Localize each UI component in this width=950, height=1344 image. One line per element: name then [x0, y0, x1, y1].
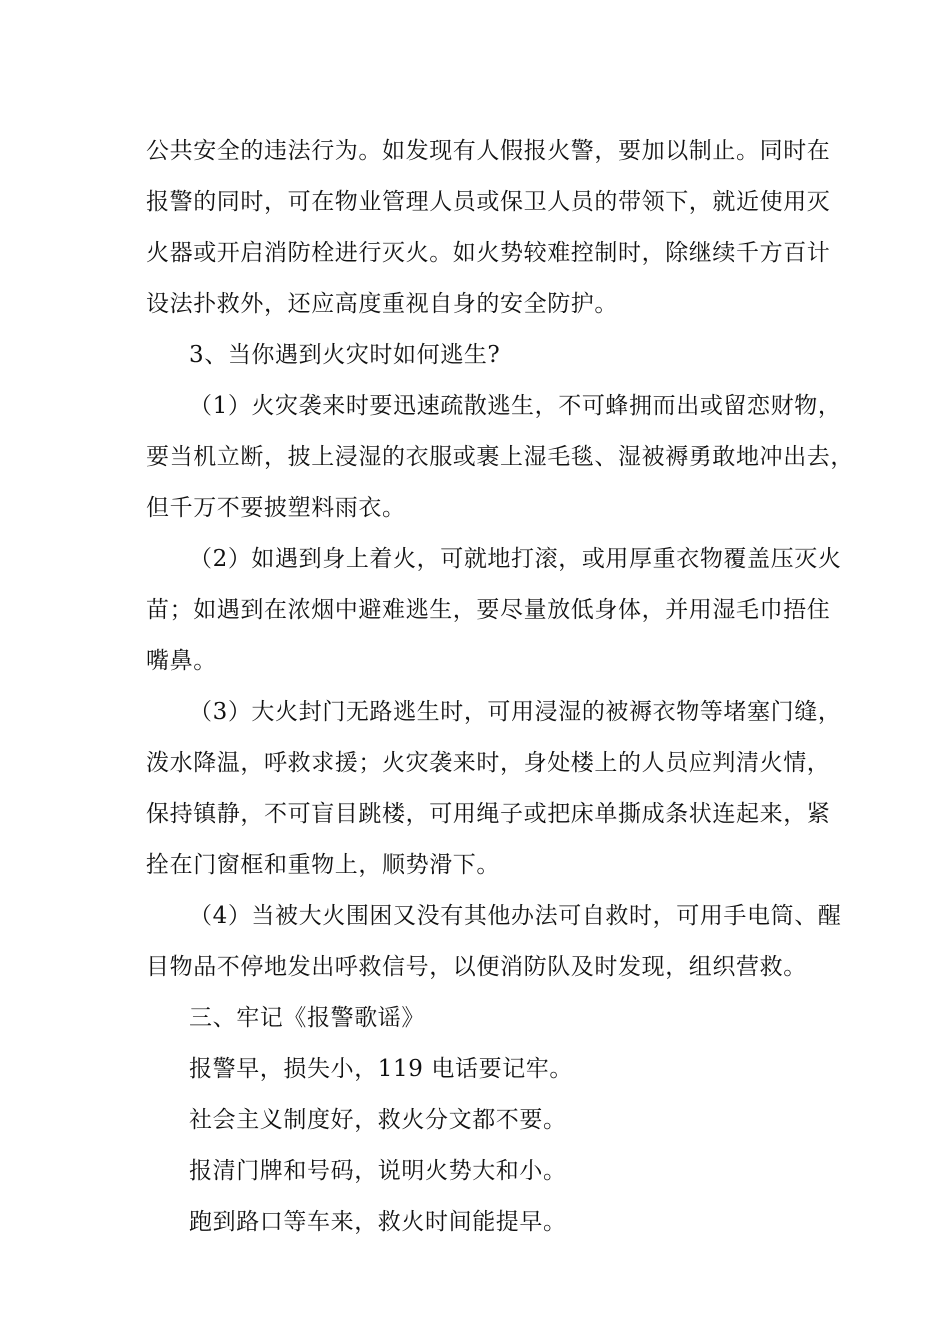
paragraph-line: 公共安全的违法行为。如发现有人假报火警，要加以制止。同时在 — [146, 138, 831, 164]
paragraph-line: （2）如遇到身上着火，可就地打滚，或用厚重衣物覆盖压灭火 — [189, 546, 842, 572]
paragraph-line: 火器或开启消防栓进行灭火。如火势较难控制时，除继续千方百计 — [146, 240, 831, 266]
section-heading: 三、牢记《报警歌谣》 — [189, 1005, 425, 1031]
paragraph-line: （4）当被大火围困又没有其他办法可自救时，可用手电筒、醒 — [189, 903, 842, 929]
paragraph-line: 但千万不要披塑料雨衣。 — [146, 495, 406, 521]
paragraph-line: 目物品不停地发出呼救信号，以便消防队及时发现，组织营救。 — [146, 954, 807, 980]
paragraph-line: 要当机立断，披上浸湿的衣服或裹上湿毛毯、湿被褥勇敢地冲出去， — [146, 444, 854, 470]
paragraph-line: 报警的同时，可在物业管理人员或保卫人员的带领下，就近使用灭 — [146, 189, 831, 215]
verse-line: 社会主义制度好，救火分文都不要。 — [189, 1107, 567, 1133]
paragraph-line: 设法扑救外，还应高度重视自身的安全防护。 — [146, 291, 618, 317]
paragraph-line: 拴在门窗框和重物上，顺势滑下。 — [146, 852, 500, 878]
verse-line: 报警早，损失小，119 电话要记牢。 — [189, 1056, 574, 1082]
verse-line: 报清门牌和号码，说明火势大和小。 — [189, 1158, 567, 1184]
paragraph-line: 嘴鼻。 — [146, 648, 217, 674]
paragraph-line: 苗；如遇到在浓烟中避难逃生，要尽量放低身体，并用湿毛巾捂住 — [146, 597, 831, 623]
section-heading: 3、当你遇到火灾时如何逃生? — [189, 342, 501, 368]
paragraph-line: 保持镇静，不可盲目跳楼，可用绳子或把床单撕成条状连起来，紧 — [146, 801, 831, 827]
paragraph-line: （1）火灾袭来时要迅速疏散逃生，不可蜂拥而出或留恋财物， — [189, 393, 842, 419]
paragraph-line: 泼水降温，呼救求援；火灾袭来时，身处楼上的人员应判清火情， — [146, 750, 831, 776]
paragraph-line: （3）大火封门无路逃生时，可用浸湿的被褥衣物等堵塞门缝， — [189, 699, 842, 725]
verse-line: 跑到路口等车来，救火时间能提早。 — [189, 1209, 567, 1235]
